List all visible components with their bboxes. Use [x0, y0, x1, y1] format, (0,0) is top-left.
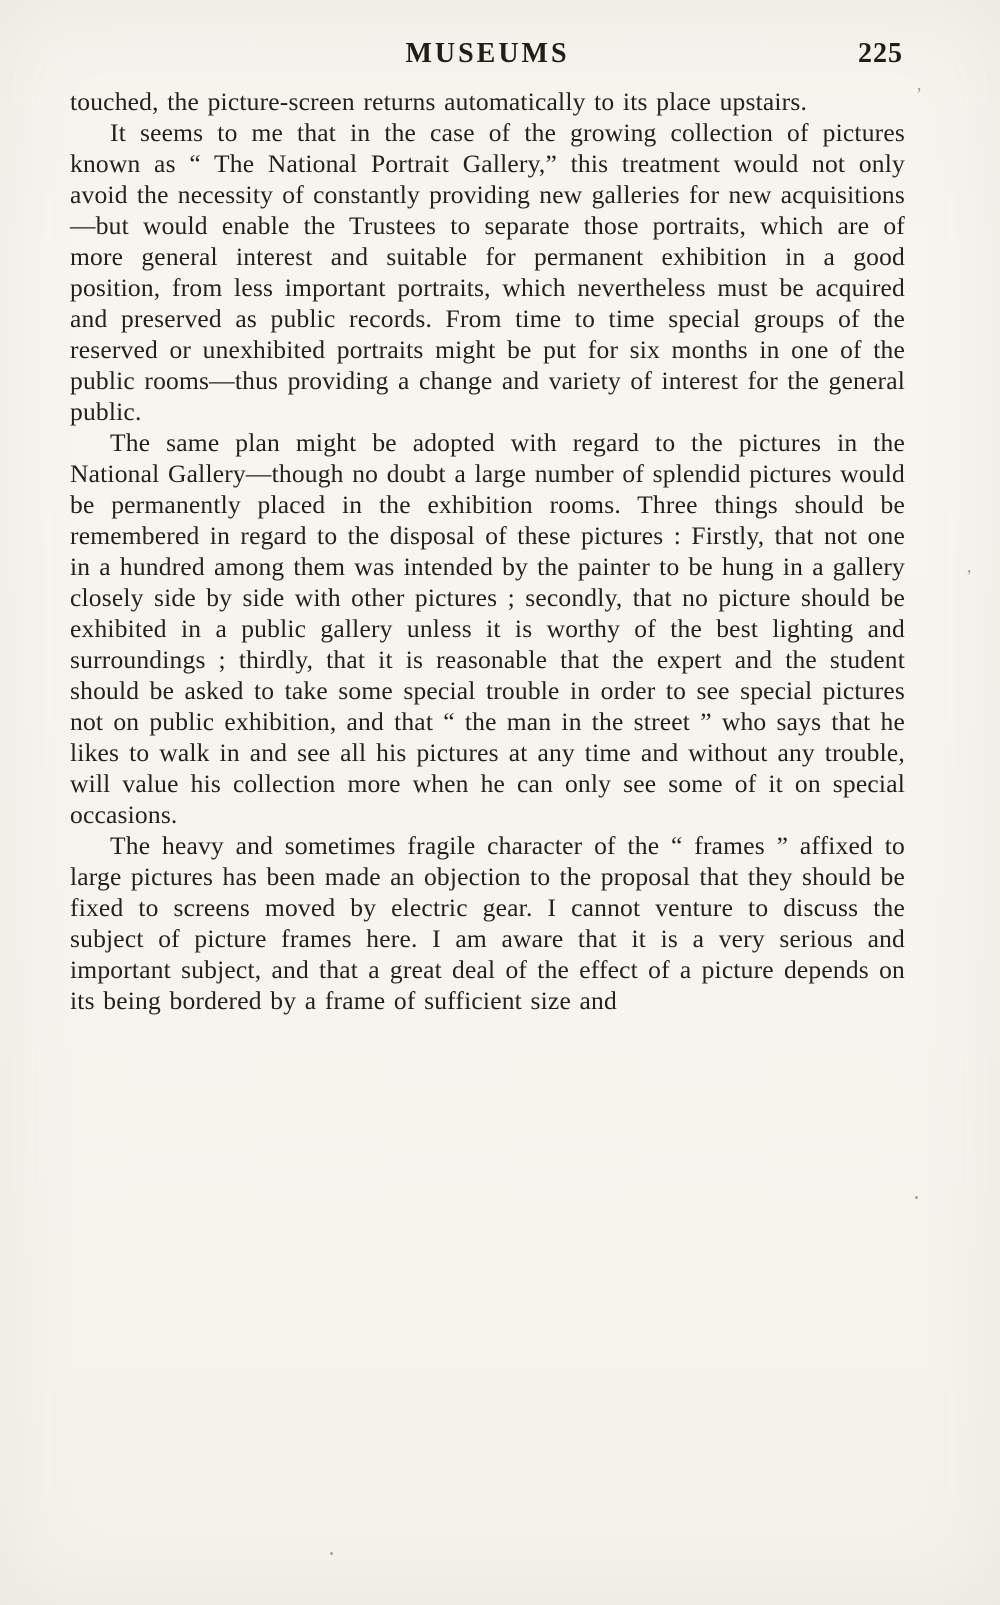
paragraph: The heavy and sometimes fragile character of the “ frames ” affixed to large pictures has been made an objection to the proposal that they should be fixed to screens moved by electric gear. I cannot venture to discuss the subject of picture frames here. I am aware that it is a very serious and important subject, and that a great deal of the effect of a picture depends on its being bordered by a frame of sufficient size and [70, 831, 905, 1015]
paragraph: touched, the picture-screen returns automatically to its place upstairs. [70, 87, 808, 116]
scan-mark [915, 1196, 918, 1199]
paragraph: The same plan might be adopted with regard to the pictures in the National Gallery—though no doubt a large number of splendid pictures would be permanently placed in the exhibition rooms. Three things should be remembered in regard to the disposal of these pictures : Firstly, that not one in a hundred among them was intended by the painter to be hung in a gallery closely side by side with other pictures ; secondly, that no picture should be exhibited in a public gallery unless it is worthy of the best lighting and surroundings ; thirdly, that it is reasonable that the expert and the student should be asked to take some special trouble in order to see special pictures not on public exhibition, and that “ the man in the street ” who says that he likes to walk in and see all his pictures at any time and without any trouble, will value his collection more when he can only see some of it on special occasions. [70, 428, 905, 829]
page-header [70, 32, 905, 76]
page-number: 225 [858, 38, 903, 69]
page-body [70, 86, 905, 1016]
scan-mark: ʼ [916, 84, 922, 104]
paragraph: It seems to me that in the case of the growing collection of pictures known as “ The National Portrait Gallery,” this treatment would not only avoid the necessity of constantly providing new galleries for new acquisitions—but would enable the Trustees to separate those portraits, which are of more general interest and suitable for permanent exhibition in a good position, from less important portraits, which nevertheless must be acquired and preserved as public records. From time to time special groups of the reserved or unexhibited portraits might be put for six months in one of the public rooms—thus providing a change and variety of interest for the general public. [70, 118, 905, 426]
scan-mark: ʼ [966, 566, 972, 586]
scan-mark [330, 1552, 333, 1555]
page-header-title: MUSEUMS [405, 38, 570, 69]
